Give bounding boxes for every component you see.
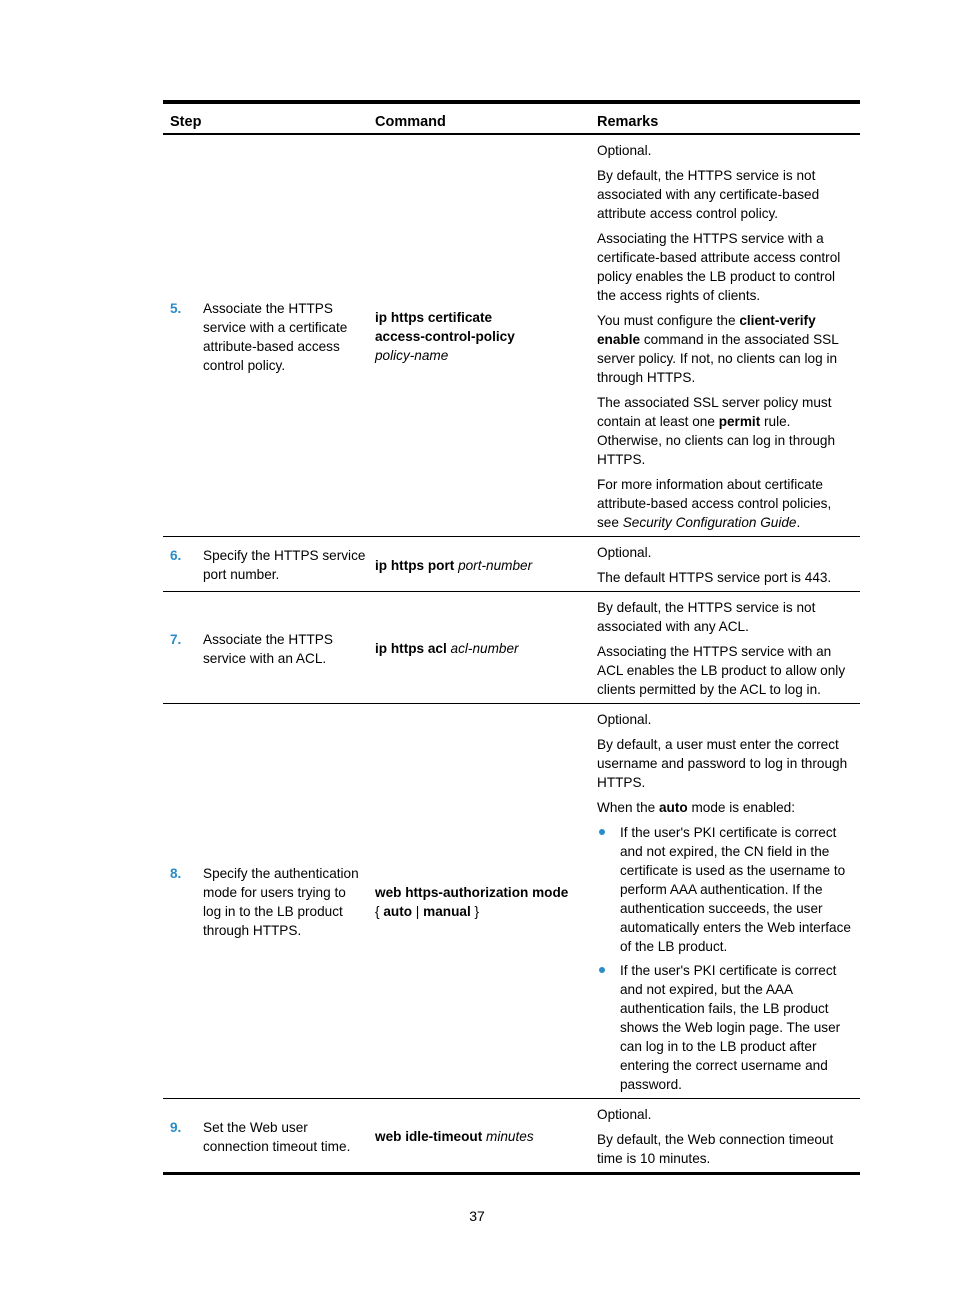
table-header-row: [163, 102, 860, 134]
remark-text: rule. Otherwise, no clients can log in through HTTPS.: [597, 414, 836, 467]
bullet-list: [597, 823, 855, 1094]
remark: Associating the HTTPS service with a certificate-based attribute access control policy enables the LB product to control the access rights of clients.: [597, 231, 841, 303]
command-cell: [373, 1099, 594, 1174]
bullet-text: If the user's PKI certificate is correct and not expired, but the AAA authentication fails, the LB product shows the Web login page. The user can log in to the LB product after entering the correct username and password.: [620, 963, 841, 1092]
command-table: [163, 100, 860, 1175]
remark: The default HTTPS service port is 443.: [597, 570, 832, 585]
command-keyword: ip https acl: [375, 641, 447, 656]
table-row: [163, 1099, 860, 1174]
header-remarks: Remarks: [594, 102, 860, 134]
command-keyword: web https-authorization mode: [375, 885, 569, 900]
remarks-cell: [594, 1099, 860, 1174]
command-keyword: ip https port: [375, 557, 455, 573]
brace-close: }: [470, 904, 480, 919]
command-cell: [373, 704, 594, 1099]
command-argument: acl-number: [450, 641, 519, 656]
option-auto: auto: [383, 904, 413, 919]
remark-text: mode is enabled:: [687, 800, 795, 815]
command-keyword: access-control-policy: [375, 329, 515, 344]
remark-text: command in the associated SSL server policy. If not, no clients can log in through HTTPS.: [597, 332, 839, 385]
step-text: Set the Web user connection timeout time.: [203, 1119, 351, 1154]
step-cell: [163, 537, 373, 592]
remark: By default, a user must enter the correct username and password to log in through HTTPS.: [597, 737, 848, 790]
remark: [597, 798, 855, 817]
remark-text: When the: [597, 800, 659, 815]
command-cell: [373, 134, 594, 537]
page-number: 37: [469, 1208, 485, 1224]
command-argument: port-number: [458, 557, 533, 573]
command-argument: policy-name: [375, 348, 449, 363]
step-cell: [163, 1099, 373, 1174]
command-keyword: web idle-timeout: [375, 1129, 483, 1144]
header-command: Command: [373, 102, 594, 134]
remark-text: The associated SSL server policy must contain at least one: [597, 395, 832, 429]
bullet-dot-icon: [599, 829, 605, 835]
step-cell: [163, 704, 373, 1099]
step-text: Specify the authentication mode for users trying to log in to the LB product through HTTPS.: [203, 866, 359, 938]
table-row: [163, 537, 860, 592]
remark: By default, the Web connection timeout time is 10 minutes.: [597, 1132, 834, 1166]
remarks-cell: [594, 537, 860, 592]
bullet-dot-icon: [599, 967, 605, 973]
remarks-cell: [594, 704, 860, 1099]
list-item: [597, 961, 855, 1094]
command-cell: [373, 592, 594, 704]
remark-text: For more information about certificate attribute-based access control policies, see: [597, 477, 832, 530]
remarks-cell: [594, 134, 860, 537]
remark-keyword: auto: [658, 800, 688, 815]
command-options: [375, 902, 588, 921]
step-cell: [163, 592, 373, 704]
option-manual: manual: [423, 904, 471, 919]
step-text: Associate the HTTPS service with an ACL.: [203, 631, 333, 666]
step-cell: [163, 134, 373, 537]
table-row: [163, 134, 860, 537]
remark: [597, 393, 855, 469]
remark: Optional.: [597, 1107, 652, 1122]
step-text: Specify the HTTPS service port number.: [203, 548, 366, 582]
remark-reference: Security Configuration Guide: [622, 515, 797, 530]
step-number: 5.: [170, 300, 182, 316]
step-text: Associate the HTTPS service with a certificate attribute-based access control policy.: [203, 300, 348, 373]
command-argument: minutes: [486, 1129, 534, 1144]
remark: Optional.: [597, 143, 652, 158]
header-step: Step: [163, 102, 373, 134]
remark: Optional.: [597, 545, 652, 560]
remarks-cell: [594, 592, 860, 704]
step-number: 6.: [170, 548, 182, 563]
remark: By default, the HTTPS service is not associated with any ACL.: [597, 600, 816, 634]
step-number: 7.: [170, 631, 182, 647]
table-row: [163, 704, 860, 1099]
remark: [597, 311, 855, 387]
remark: [597, 475, 855, 532]
remark-keyword: permit: [718, 414, 761, 429]
remark: By default, the HTTPS service is not associated with any certificate-based attribute access control policy.: [597, 168, 820, 221]
remark-text: You must configure the: [597, 313, 740, 328]
step-number: 8.: [170, 866, 182, 881]
table-row: [163, 592, 860, 704]
remark-text: .: [796, 515, 801, 530]
remark: Optional.: [597, 712, 652, 727]
bullet-text: If the user's PKI certificate is correct and not expired, the CN field in the certificate is used as the username to perform AAA authentication. If the authentication succeeds, the user automatically enters the Web interface of the LB product.: [620, 825, 851, 954]
command-cell: [373, 537, 594, 592]
remark: Associating the HTTPS service with an ACL enables the LB product to allow only clients permitted by the ACL to log in.: [597, 644, 846, 697]
option-separator: |: [412, 904, 424, 919]
brace-open: {: [375, 904, 384, 919]
remark-keyword: client-verify enable: [597, 313, 816, 347]
list-item: [597, 823, 855, 956]
command-keyword: ip https certificate: [375, 310, 493, 325]
step-number: 9.: [170, 1119, 182, 1135]
